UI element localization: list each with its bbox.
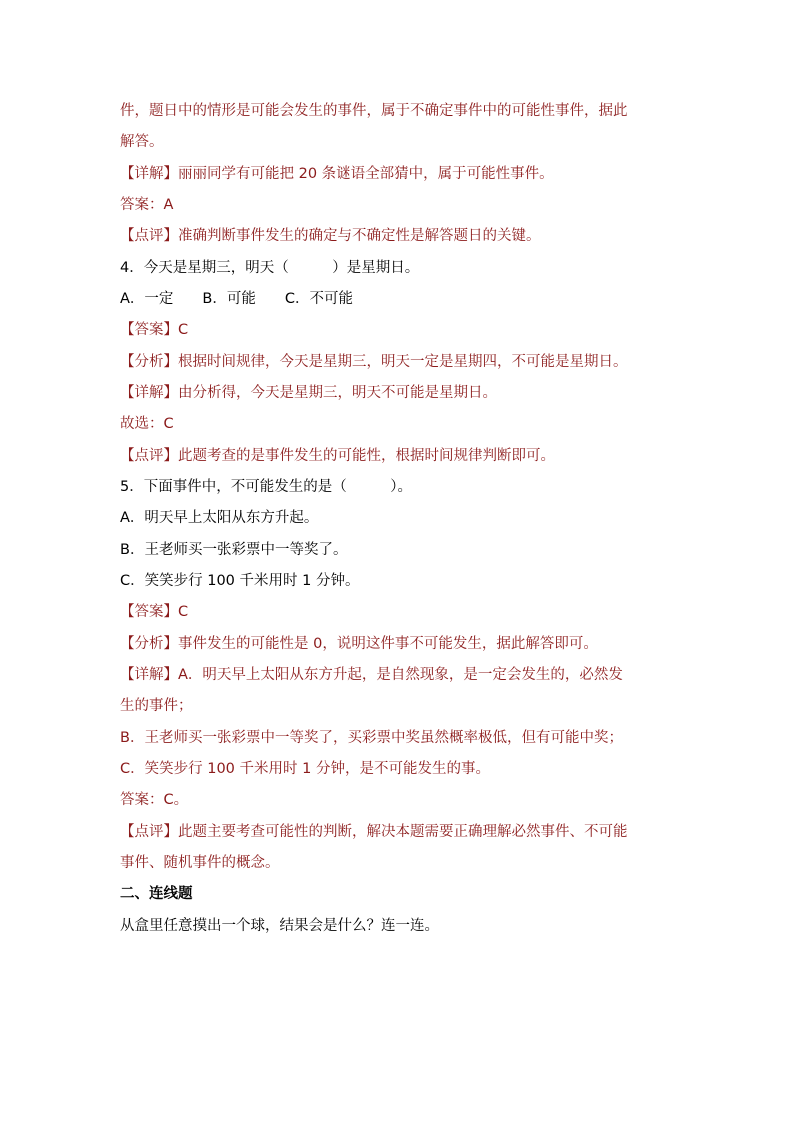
answer-line: 答案：A bbox=[120, 197, 174, 213]
question-5-option-b: B．王老师买一张彩票中一等奖了。 bbox=[120, 542, 348, 558]
comment-line: 【点评】准确判断事件发生的确定与不确定性是解答题日的关键。 bbox=[120, 228, 541, 244]
matching-question: 从盒里任意摸出一个球，结果会是什么？连一连。 bbox=[120, 918, 439, 934]
comment-line: 【点评】此题考查的是事件发生的可能性，根据时间规律判断即可。 bbox=[120, 448, 555, 464]
answer-label: 【答案】C bbox=[120, 604, 189, 620]
detail-explanation: C．笑笑步行 100 千米用时 1 分钟，是不可能发生的事。 bbox=[120, 761, 490, 777]
choice-result: 故选：C bbox=[120, 416, 174, 432]
detail-explanation: 生的事件； bbox=[120, 698, 193, 714]
solution-text-line: 件，题日中的情形是可能会发生的事件，属于不确定事件中的可能性事件，据此 bbox=[120, 103, 628, 119]
question-4: 4．今天是星期三，明天（ ）是星期日。 bbox=[120, 260, 420, 276]
section-heading: 二、连线题 bbox=[120, 886, 193, 902]
analysis-line: 【分析】事件发生的可能性是 0，说明这件事不可能发生，据此解答即可。 bbox=[120, 636, 598, 652]
answer-line: 答案：C。 bbox=[120, 792, 189, 808]
question-4-options: A．一定 B．可能 C．不可能 bbox=[120, 291, 353, 307]
detail-explanation: 【详解】由分析得，今天是星期三，明天不可能是星期日。 bbox=[120, 385, 497, 401]
question-5-option-c: C．笑笑步行 100 千米用时 1 分钟。 bbox=[120, 573, 360, 589]
question-5: 5．下面事件中，不可能发生的是（ ）。 bbox=[120, 479, 412, 495]
solution-text-line: 解答。 bbox=[120, 134, 164, 150]
detail-explanation: 【详解】丽丽同学有可能把 20 条谜语全部猜中，属于可能性事件。 bbox=[120, 166, 554, 182]
comment-line: 【点评】此题主要考查可能性的判断，解决本题需要正确理解必然事件、不可能 bbox=[120, 824, 628, 840]
detail-explanation: 【详解】A．明天早上太阳从东方升起，是自然现象，是一定会发生的，必然发 bbox=[120, 667, 623, 683]
analysis-line: 【分析】根据时间规律，今天是星期三，明天一定是星期四，不可能是星期日。 bbox=[120, 354, 628, 370]
comment-line: 事件、随机事件的概念。 bbox=[120, 855, 280, 871]
answer-label: 【答案】C bbox=[120, 322, 189, 338]
question-5-option-a: A．明天早上太阳从东方升起。 bbox=[120, 510, 319, 526]
detail-explanation: B．王老师买一张彩票中一等奖了，买彩票中奖虽然概率极低，但有可能中奖； bbox=[120, 730, 623, 746]
